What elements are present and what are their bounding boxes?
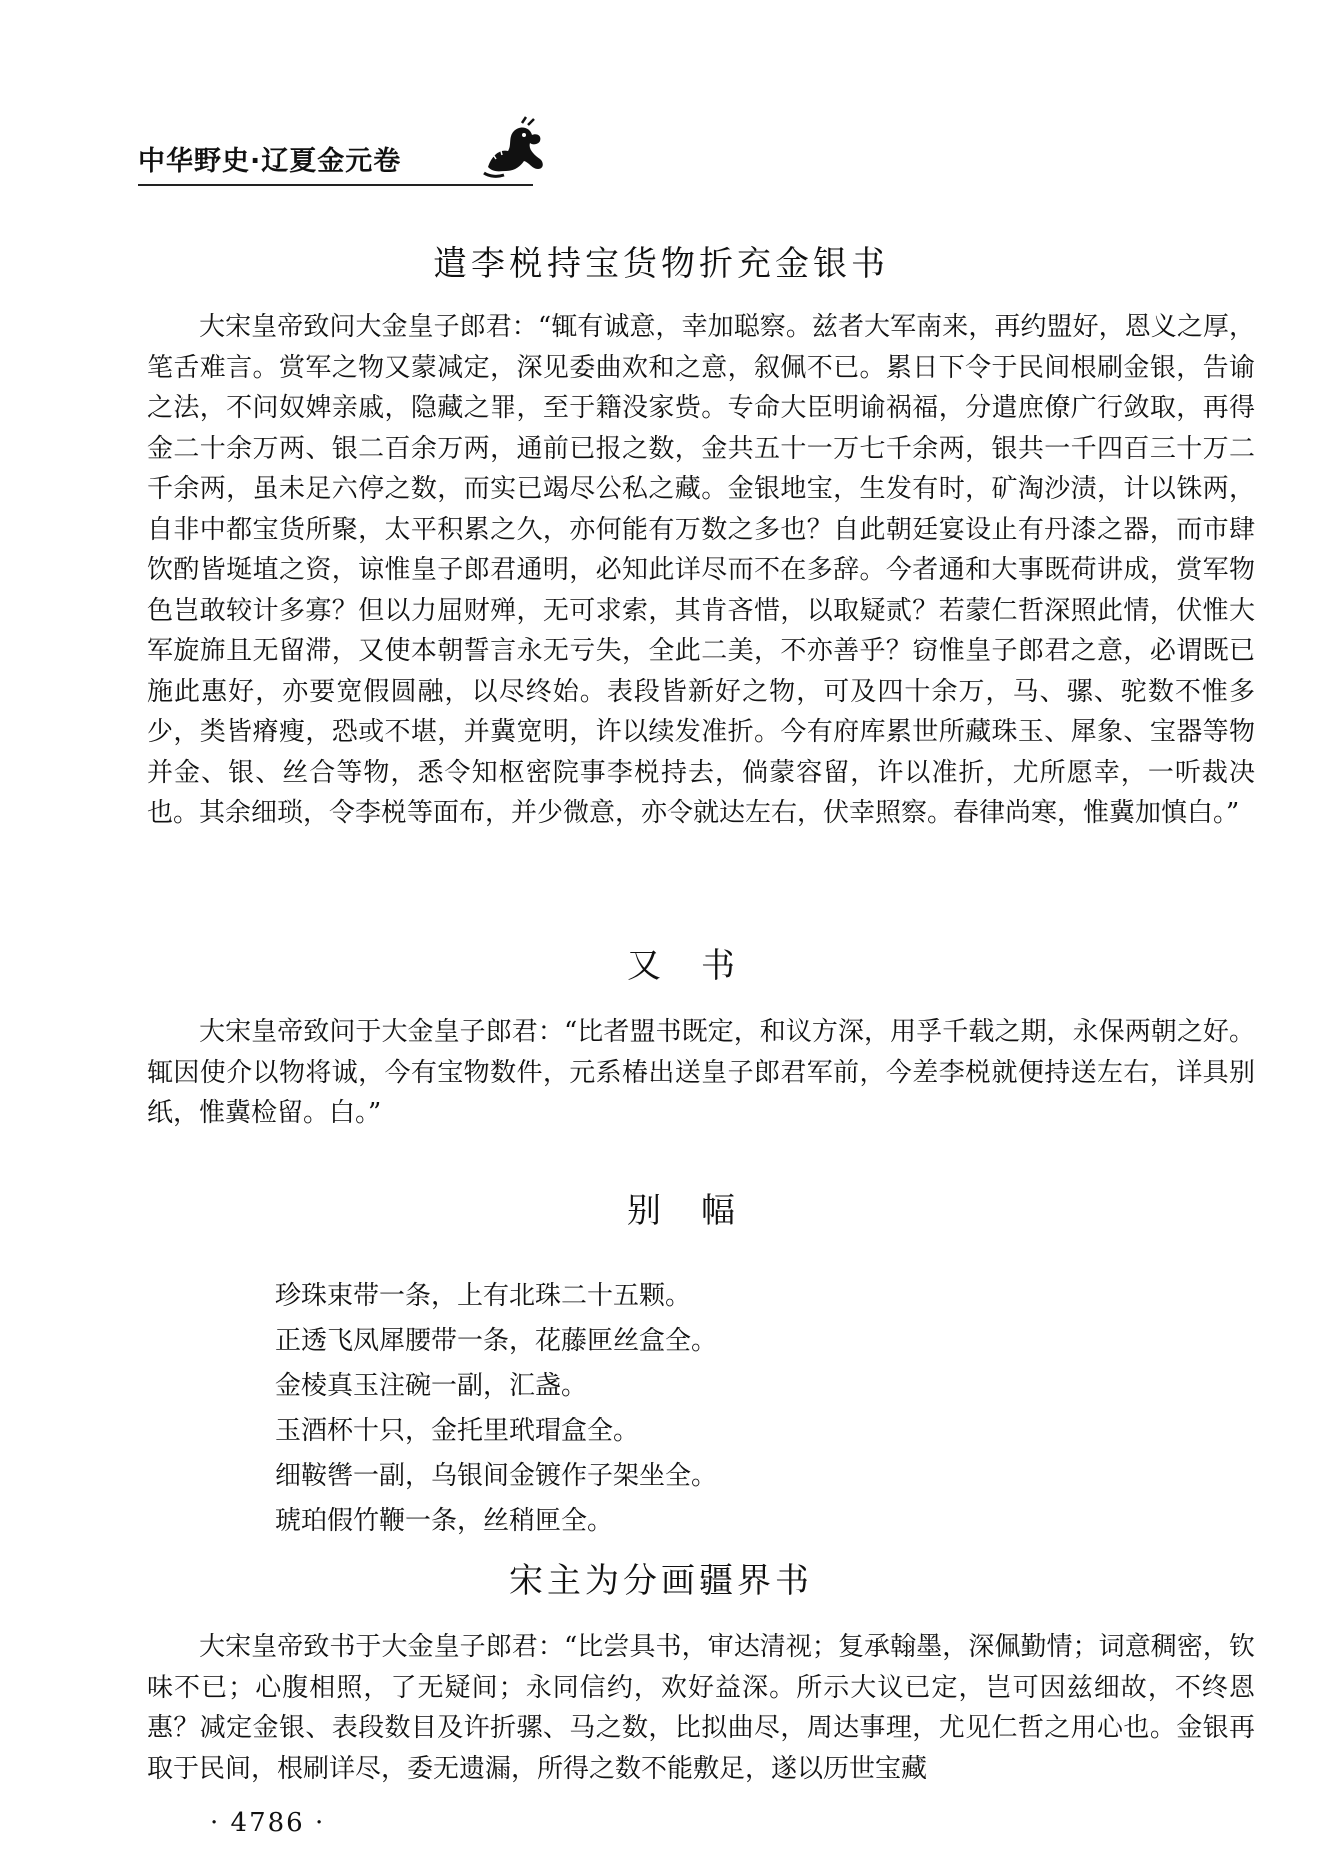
section-title: 宋主为分画疆界书 [509, 1561, 813, 1601]
list-item: 玉酒杯十只，金托里玳瑁盒全。 [275, 1416, 640, 1446]
section-title: 遣李棁持宝货物折充金银书 [433, 244, 889, 284]
list-item: 正透飞凤犀腰带一条，花藤匣丝盒全。 [275, 1326, 718, 1356]
section-body: 大宋皇帝致问于大金皇子郎君：“比者盟书既定，和议方深，用孚千载之期，永保两朝之好。辄因使介以物将诚，今有宝物数件，元系椿出送皇子郎君军前，今差李棁就便持送左右，详具别纸，惟冀检留。白。” [147, 1017, 1255, 1128]
section-title: 又书 [627, 946, 775, 986]
list-item: 琥珀假竹鞭一条，丝稍匣全。 [275, 1506, 614, 1536]
page-number: · 4786 · [210, 1808, 326, 1838]
section-body: 大宋皇帝致书于大金皇子郎君：“比尝具书，审达清视；复承翰墨，深佩勤情；词意稠密，钦味不已；心腹相照，了无疑间；永同信约，欢好益深。所示大议已定，岂可因兹细故，不终恩惠？减定金银、表段数目及许折骡、马之数，比拟曲尽，周达事理，尤见仁哲之用心也。金银再取于民间，根刷详尽，委无遗漏，所得之数不能敷足，遂以历世宝藏 [147, 1632, 1255, 1784]
section-body: 大宋皇帝致问大金皇子郎君：“辄有诚意，幸加聪察。兹者大军南来，再约盟好，恩义之厚，笔舌难言。赏军之物又蒙减定，深见委曲欢和之意，叙佩不已。累日下令于民间根刷金银，告谕之法，不问奴婢亲戚，隐藏之罪，至于籍没家赀。专命大臣明谕祸福，分遣庶僚广行敛取，再得金二十余万两、银二百余万两，通前已报之数，金共五十一万七千余两，银共一千四百三十万二千余两，虽未足六停之数，而实已竭尽公私之藏。金银地宝，生发有时，矿淘沙渍，计以铢两，自非中都宝货所聚，太平积累之久，亦何能有万数之多也？自此朝廷宴设止有丹漆之器，而市肆饮酌皆埏埴之资，谅惟皇子郎君通明，必知此详尽而不在多辞。今者通和大事既荷讲成，赏军物色岂敢较计多寡？但以力屈财殚，无可求索，其肯吝惜，以取疑贰？若蒙仁哲深照此情，伏惟大军旋旆且无留滞，又使本朝誓言永无亏失，全此二美，不亦善乎？窃惟皇子郎君之意，必谓既已施此惠好，亦要宽假圆融，以尽终始。表段皆新好之物，可及四十余万，马、骡、驼数不惟多少，类皆瘠瘦，恐或不堪，并冀宽明，许以续发准折。今有府库累世所藏珠玉、犀象、宝器等物并金、银、丝合等物，悉令知枢密院事李棁持去，倘蒙容留，许以准折，尤所愿幸，一听裁决也。其余细琐，令李棁等面布，并少微意，亦令就达左右，伏幸照察。春律尚寒，惟冀加慎白。” [147, 312, 1255, 828]
dragon-emblem-icon [478, 115, 550, 185]
list-item: 珍珠束带一条，上有北珠二十五颗。 [275, 1281, 692, 1311]
header-rule [138, 184, 533, 186]
list-item: 细鞍辔一副，乌银间金镀作子架坐全。 [275, 1461, 718, 1491]
gift-list [275, 1274, 717, 1544]
running-header [138, 135, 658, 185]
list-item: 金棱真玉注碗一副，汇盏。 [275, 1371, 588, 1401]
running-title: 中华野史·辽夏金元卷 [138, 146, 402, 177]
section-title: 别幅 [627, 1191, 775, 1231]
